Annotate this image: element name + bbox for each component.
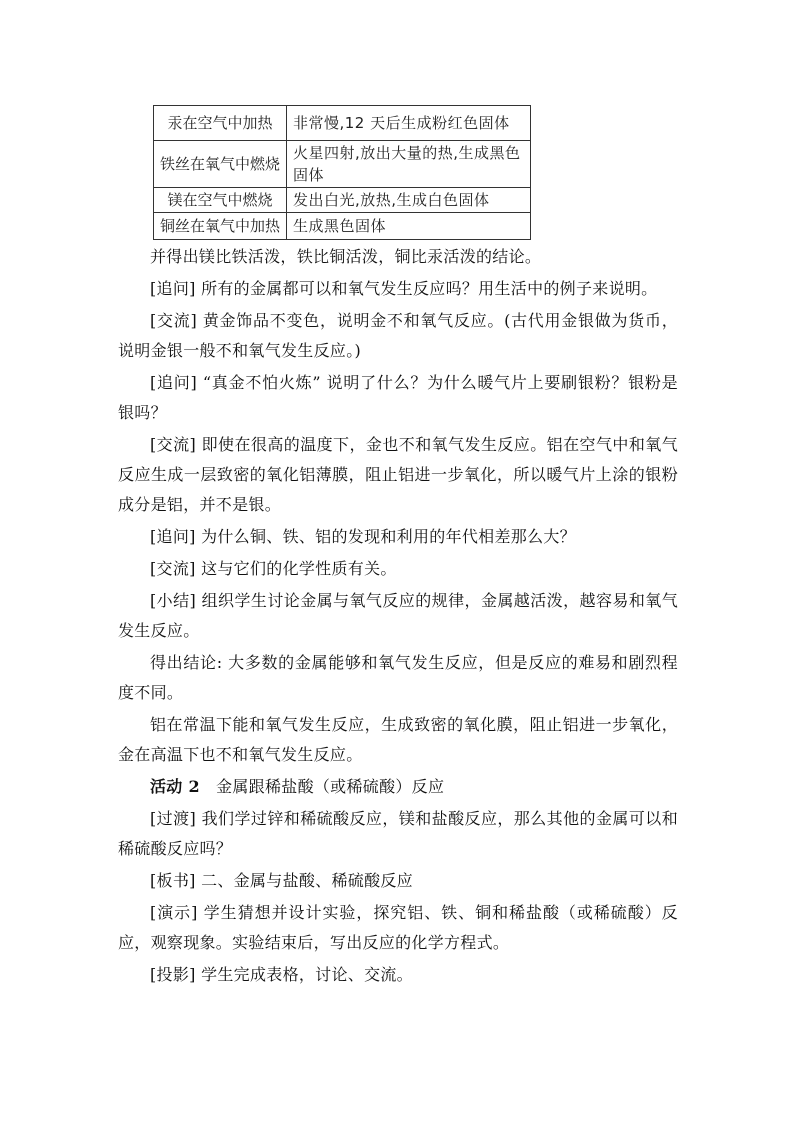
table-cell-phenomenon: 火星四射,放出大量的热,生成黑色固体 — [287, 141, 531, 188]
activity-label: 活动 2 — [150, 777, 200, 796]
paragraph-summary: [小结] 组织学生讨论金属与氧气反应的规律，金属越活泼，越容易和氧气发生反应。 — [118, 591, 678, 640]
table-row — [154, 213, 531, 240]
paragraph-question-all-metals: [追问] 所有的金属都可以和氧气发生反应吗？用生活中的例子来说明。 — [150, 279, 658, 298]
paragraph-projection: [投影] 学生完成表格，讨论、交流。 — [150, 965, 413, 984]
table-cell-experiment: 汞在空气中加热 — [154, 106, 287, 141]
table-cell-phenomenon: 发出白光,放热,生成白色固体 — [287, 188, 531, 213]
table-cell-experiment: 铜丝在氧气中加热 — [154, 213, 287, 240]
table-cell-phenomenon: 非常慢,12 天后生成粉红色固体 — [287, 106, 531, 141]
activity-heading — [118, 772, 678, 802]
paragraph-exchange-aluminum: [交流] 即使在很高的温度下，金也不和氧气发生反应。铝在空气中和氧气反应生成一层致密的氧化铝薄膜，阻止铝进一步氧化，所以暖气片上涂的银粉成分是铝，并不是银。 — [118, 435, 678, 514]
experiment-table — [153, 105, 531, 240]
paragraph-exchange-gold: [交流] 黄金饰品不变色，说明金不和氧气反应。(古代用金银做为货币，说明金银一般不和氧气发生反应。) — [118, 311, 678, 360]
paragraph-conclusion-activity: 并得出镁比铁活泼，铁比铜活泼，铜比汞活泼的结论。 — [150, 247, 542, 266]
table-row — [154, 141, 531, 188]
table-cell-experiment: 镁在空气中燃烧 — [154, 188, 287, 213]
table-cell-experiment: 铁丝在氧气中燃烧 — [154, 141, 287, 188]
activity-title: 金属跟稀盐酸（或稀硫酸）反应 — [216, 777, 445, 796]
paragraph-board-note: [板书] 二、金属与盐酸、稀硫酸反应 — [150, 871, 413, 890]
paragraph-conclusion: 得出结论: 大多数的金属能够和氧气发生反应，但是反应的难易和剧烈程度不同。 — [118, 653, 678, 702]
paragraph-question-eras: [追问] 为什么铜、铁、铝的发现和利用的年代相差那么大？ — [150, 527, 576, 546]
paragraph-question-true-gold: [追问] “真金不怕火炼” 说明了什么？为什么暖气片上要刷银粉？银粉是银吗？ — [118, 373, 678, 422]
table-row — [154, 106, 531, 141]
table-row — [154, 188, 531, 213]
paragraph-demonstration: [演示] 学生猜想并设计实验，探究铝、铁、铜和稀盐酸（或稀硫酸）反应，观察现象。实验结束后，写出反应的化学方程式。 — [118, 903, 678, 952]
paragraph-exchange-chemical: [交流] 这与它们的化学性质有关。 — [150, 559, 397, 578]
paragraph-transition: [过渡] 我们学过锌和稀硫酸反应，镁和盐酸反应，那么其他的金属可以和稀硫酸反应吗？ — [118, 809, 678, 858]
table-cell-phenomenon: 生成黑色固体 — [287, 213, 531, 240]
paragraph-aluminum-oxide: 铝在常温下能和氧气发生反应，生成致密的氧化膜，阻止铝进一步氧化，金在高温下也不和氧气发生反应。 — [118, 715, 678, 764]
